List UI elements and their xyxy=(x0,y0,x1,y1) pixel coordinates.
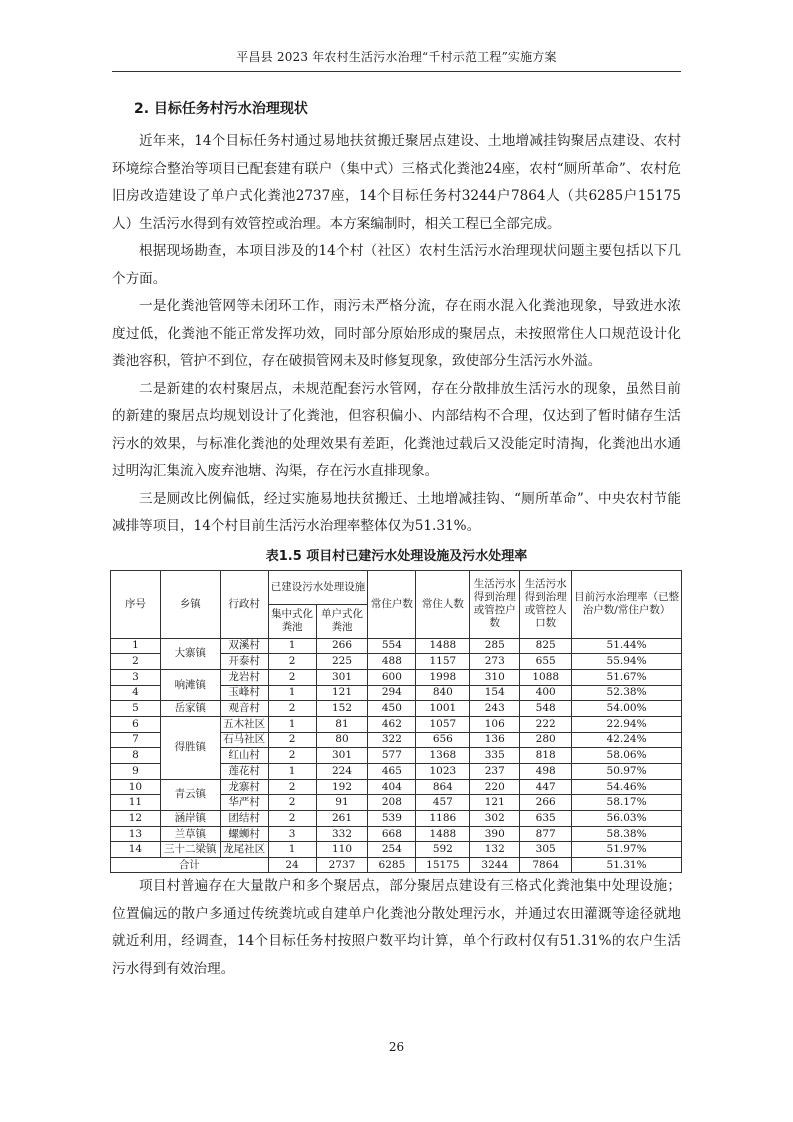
table-cell: 266 xyxy=(520,795,572,811)
table-cell: 华严村 xyxy=(220,795,268,811)
table-cell: 305 xyxy=(520,842,572,858)
table-cell: 656 xyxy=(416,732,470,748)
table-cell: 24 xyxy=(268,858,316,873)
table-cell: 273 xyxy=(470,654,520,670)
table-cell: 106 xyxy=(470,716,520,732)
table-cell: 莲花村 xyxy=(220,764,268,780)
table-cell: 合计 xyxy=(111,858,269,873)
table-cell: 1 xyxy=(268,842,316,858)
sewage-facility-table xyxy=(110,570,682,874)
table-cell: 5 xyxy=(111,701,161,717)
table-cell: 121 xyxy=(316,685,368,701)
table-cell: 154 xyxy=(470,685,520,701)
table-cell: 7864 xyxy=(520,858,572,873)
table-cell: 51.44% xyxy=(572,638,682,654)
table-cell: 观音村 xyxy=(220,701,268,717)
table-cell: 22.94% xyxy=(572,716,682,732)
table-cell: 91 xyxy=(316,795,368,811)
table-cell: 1 xyxy=(268,638,316,654)
table-row xyxy=(111,842,682,858)
table-row xyxy=(111,779,682,795)
table-cell: 237 xyxy=(470,764,520,780)
table-cell: 51.97% xyxy=(572,842,682,858)
table-cell: 539 xyxy=(368,811,416,827)
table-row xyxy=(111,701,682,717)
table-cell: 58.17% xyxy=(572,795,682,811)
header-seq: 序号 xyxy=(111,570,161,638)
table-cell: 404 xyxy=(368,779,416,795)
table-cell: 220 xyxy=(470,779,520,795)
header-households: 常住户数 xyxy=(368,570,416,638)
table-cell: 864 xyxy=(416,779,470,795)
table-cell: 877 xyxy=(520,826,572,842)
table-cell: 635 xyxy=(520,811,572,827)
table-cell: 1488 xyxy=(416,638,470,654)
table-cell: 592 xyxy=(416,842,470,858)
header-town: 乡镇 xyxy=(160,570,220,638)
table-cell: 110 xyxy=(316,842,368,858)
table-cell: 1 xyxy=(268,716,316,732)
table-row xyxy=(111,826,682,842)
town-cell: 涵岸镇 xyxy=(160,811,220,827)
table-cell: 136 xyxy=(470,732,520,748)
table-cell: 2 xyxy=(268,732,316,748)
table-cell: 8 xyxy=(111,748,161,764)
table-cell: 2 xyxy=(268,811,316,827)
table-cell: 548 xyxy=(520,701,572,717)
header-treated-households: 生活污水得到治理或管控户数 xyxy=(470,570,520,638)
section-title: 2. 目标任务村污水治理现状 xyxy=(134,101,308,117)
table-cell: 13 xyxy=(111,826,161,842)
table-cell: 56.03% xyxy=(572,811,682,827)
town-cell: 三十二梁镇 xyxy=(160,842,220,858)
header-village: 行政村 xyxy=(220,570,268,638)
table-cell: 132 xyxy=(470,842,520,858)
page-header: 平昌县 2023 年农村生活污水治理“千村示范工程”实施方案 xyxy=(112,48,681,72)
table-cell: 224 xyxy=(316,764,368,780)
table-cell: 2 xyxy=(268,779,316,795)
table-cell: 58.06% xyxy=(572,748,682,764)
table-cell: 2 xyxy=(268,701,316,717)
table-cell: 7 xyxy=(111,732,161,748)
table-cell: 2 xyxy=(268,748,316,764)
table-cell: 332 xyxy=(316,826,368,842)
table-cell: 600 xyxy=(368,669,416,685)
table-cell: 1057 xyxy=(416,716,470,732)
table-cell: 五木社区 xyxy=(220,716,268,732)
table-cell: 2 xyxy=(268,669,316,685)
table-cell: 3 xyxy=(111,669,161,685)
town-cell: 得胜镇 xyxy=(160,716,220,779)
table-row xyxy=(111,669,682,685)
table-cell: 2 xyxy=(268,654,316,670)
page-number: 26 xyxy=(388,1040,405,1054)
table-cell: 6285 xyxy=(368,858,416,873)
paragraph: 项目村普遍存在大量散户和多个聚居点，部分聚居点建设有三格式化粪池集中处理设施；位置偏远的散户多通过传统粪坑或自建单户化粪池分散处理污水，并通过农田灌溉等途径就地就近利用，经调查，14个目标任务村按照户数平均计算，单个行政村仅有51.31%的农户生活污水得到有效治理。 xyxy=(112,878,681,977)
table-cell: 322 xyxy=(368,732,416,748)
table-cell: 50.97% xyxy=(572,764,682,780)
town-cell: 响滩镇 xyxy=(160,669,220,700)
table-cell: 121 xyxy=(470,795,520,811)
table-cell: 9 xyxy=(111,764,161,780)
table-cell: 285 xyxy=(470,638,520,654)
header-treated-population: 生活污水得到治理或管控人口数 xyxy=(520,570,572,638)
table-cell: 1998 xyxy=(416,669,470,685)
table-cell: 266 xyxy=(316,638,368,654)
table-cell: 1 xyxy=(268,685,316,701)
table-cell: 310 xyxy=(470,669,520,685)
table-cell: 488 xyxy=(368,654,416,670)
table-cell: 302 xyxy=(470,811,520,827)
table-cell: 15175 xyxy=(416,858,470,873)
table-cell: 6 xyxy=(111,716,161,732)
table-cell: 双溪村 xyxy=(220,638,268,654)
table-cell: 11 xyxy=(111,795,161,811)
table-cell: 51.31% xyxy=(572,858,682,873)
town-cell: 兰草镇 xyxy=(160,826,220,842)
table-cell: 818 xyxy=(520,748,572,764)
table-cell: 450 xyxy=(368,701,416,717)
table-cell: 1 xyxy=(111,638,161,654)
table-cell: 465 xyxy=(368,764,416,780)
table-cell: 螺蛳村 xyxy=(220,826,268,842)
table-cell: 498 xyxy=(520,764,572,780)
town-cell: 青云镇 xyxy=(160,779,220,810)
table-cell: 254 xyxy=(368,842,416,858)
table-cell: 222 xyxy=(520,716,572,732)
table-cell: 红山村 xyxy=(220,748,268,764)
table-caption: 表1.5 项目村已建污水处理设施及污水处理率 xyxy=(265,548,528,564)
table-total-row xyxy=(111,858,682,873)
paragraph: 一是化粪池管网等未闭环工作，雨污未严格分流，存在雨水混入化粪池现象，导致进水浓度过低，化粪池不能正常发挥功效，同时部分原始形成的聚居点，未按照常住人口规范设计化粪池容积，管护不到位，存在破损管网未及时修复现象，致使部分生活污水外溢。 xyxy=(112,298,681,369)
table-cell: 1 xyxy=(268,764,316,780)
table-cell: 玉峰村 xyxy=(220,685,268,701)
table-cell: 577 xyxy=(368,748,416,764)
table-cell: 462 xyxy=(368,716,416,732)
table-cell: 石马社区 xyxy=(220,732,268,748)
header-single: 单户式化粪池 xyxy=(316,604,368,638)
table-cell: 152 xyxy=(316,701,368,717)
table-cell: 51.67% xyxy=(572,669,682,685)
table-cell: 668 xyxy=(368,826,416,842)
table-cell: 龙寨村 xyxy=(220,779,268,795)
town-cell: 岳家镇 xyxy=(160,701,220,717)
table-cell: 243 xyxy=(470,701,520,717)
table-cell: 团结村 xyxy=(220,811,268,827)
table-cell: 554 xyxy=(368,638,416,654)
table-cell: 52.38% xyxy=(572,685,682,701)
table-cell: 301 xyxy=(316,748,368,764)
page-content xyxy=(112,96,681,983)
table-cell: 55.94% xyxy=(572,654,682,670)
table-cell: 1001 xyxy=(416,701,470,717)
paragraph: 三是厕改比例偏低，经过实施易地扶贫搬迁、土地增减挂钩、“厕所革命”、中央农村节能减排等项目，14个村目前生活污水治理率整体仅为51.31%。 xyxy=(112,490,681,534)
table-cell: 825 xyxy=(520,638,572,654)
table-cell: 655 xyxy=(520,654,572,670)
table-cell: 81 xyxy=(316,716,368,732)
header-rate: 目前污水治理率（已整治户数/常住户数） xyxy=(572,570,682,638)
table-cell: 2737 xyxy=(316,858,368,873)
table-cell: 261 xyxy=(316,811,368,827)
table-cell: 208 xyxy=(368,795,416,811)
table-cell: 301 xyxy=(316,669,368,685)
table-cell: 42.24% xyxy=(572,732,682,748)
table-cell: 龙岩村 xyxy=(220,669,268,685)
table-cell: 58.38% xyxy=(572,826,682,842)
paragraph: 近年来，14个目标任务村通过易地扶贫搬迁聚居点建设、土地增减挂钩聚居点建设、农村环境综合整治等项目已配套建有联户（集中式）三格式化粪池24座，农村“厕所革命”、农村危旧房改造建设了单户式化粪池2737座，14个目标任务村3244户7864人（共6285户15175人）生活污水得到有效管控或治理。本方案编制时，相关工程已全部完成。 xyxy=(112,133,681,232)
table-cell: 3 xyxy=(268,826,316,842)
table-cell: 447 xyxy=(520,779,572,795)
table-cell: 1488 xyxy=(416,826,470,842)
header-built: 已建设污水处理设施 xyxy=(268,570,368,604)
table-cell: 54.00% xyxy=(572,701,682,717)
table-cell: 龙尾社区 xyxy=(220,842,268,858)
table-cell: 80 xyxy=(316,732,368,748)
table-cell: 294 xyxy=(368,685,416,701)
table-cell: 840 xyxy=(416,685,470,701)
table-cell: 192 xyxy=(316,779,368,795)
table-cell: 1088 xyxy=(520,669,572,685)
table-cell: 280 xyxy=(520,732,572,748)
table-cell: 225 xyxy=(316,654,368,670)
table-row xyxy=(111,716,682,732)
header-central: 集中式化粪池 xyxy=(268,604,316,638)
table-row xyxy=(111,638,682,654)
paragraph: 根据现场勘查，本项目涉及的14个村（社区）农村生活污水治理现状问题主要包括以下几个方面。 xyxy=(112,243,681,287)
table-cell: 400 xyxy=(520,685,572,701)
table-cell: 390 xyxy=(470,826,520,842)
table-cell: 1023 xyxy=(416,764,470,780)
table-cell: 10 xyxy=(111,779,161,795)
header-population: 常住人数 xyxy=(416,570,470,638)
table-cell: 1157 xyxy=(416,654,470,670)
table-cell: 3244 xyxy=(470,858,520,873)
table-cell: 14 xyxy=(111,842,161,858)
paragraph: 二是新建的农村聚居点，未规范配套污水管网，存在分散排放生活污水的现象，虽然目前的新建的聚居点均规划设计了化粪池，但容积偏小、内部结构不合理，仅达到了暂时储存生活污水的效果，与标准化粪池的处理效果有差距，化粪池过载后又没能定时清掏，化粪池出水通过明沟汇集流入废弃池塘、沟渠，存在污水直排现象。 xyxy=(112,380,681,479)
table-cell: 1368 xyxy=(416,748,470,764)
town-cell: 大寨镇 xyxy=(160,638,220,669)
table-cell: 12 xyxy=(111,811,161,827)
table-cell: 54.46% xyxy=(572,779,682,795)
table-cell: 1186 xyxy=(416,811,470,827)
table-row xyxy=(111,811,682,827)
table-cell: 2 xyxy=(268,795,316,811)
table-cell: 开泰村 xyxy=(220,654,268,670)
table-cell: 457 xyxy=(416,795,470,811)
table-cell: 335 xyxy=(470,748,520,764)
table-cell: 4 xyxy=(111,685,161,701)
table-cell: 2 xyxy=(111,654,161,670)
